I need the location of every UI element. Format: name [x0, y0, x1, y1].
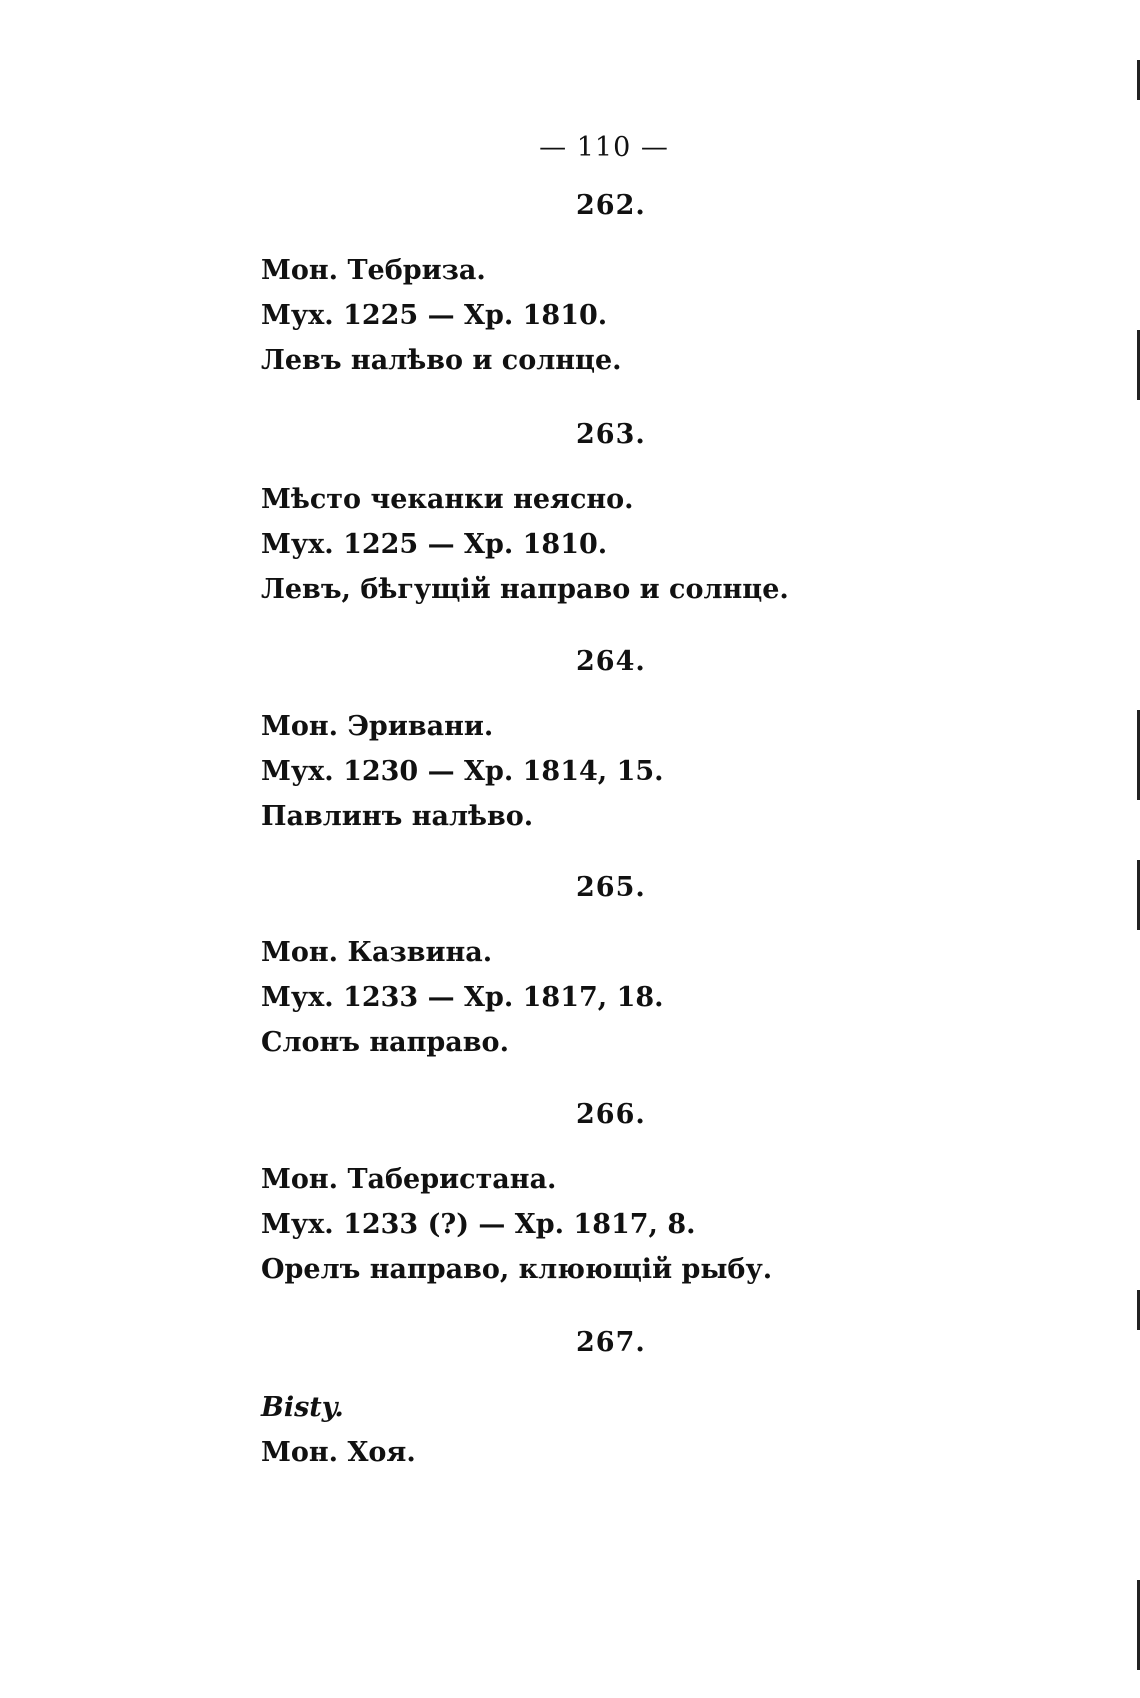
- entry-lines: [261, 1385, 416, 1475]
- entry-line: Мон. Хоя.: [261, 1437, 416, 1468]
- entry-line: Павлинъ налѣво.: [261, 801, 534, 832]
- entry-line: Bisty.: [261, 1392, 344, 1423]
- entry-line: Левъ налѣво и солнце.: [261, 345, 622, 376]
- page-number: — 110 —: [539, 132, 669, 163]
- entry-line: Мон. Казвина.: [261, 937, 493, 968]
- entry-line: Мон. Эривани.: [261, 711, 494, 742]
- entry-line: Мух. 1225 — Хр. 1810.: [261, 300, 608, 331]
- entry-line: Мух. 1233 — Хр. 1817, 18.: [261, 982, 664, 1013]
- entry-lines: [261, 1157, 772, 1292]
- entry-lines: [261, 704, 664, 839]
- entry-line: Мух. 1230 — Хр. 1814, 15.: [261, 756, 664, 787]
- entry-line: Мѣсто чеканки неясно.: [261, 484, 634, 515]
- entry-lines: [261, 930, 664, 1065]
- entry-line: Левъ, бѣгущій направо и солнце.: [261, 574, 789, 605]
- entry-line: Мон. Таберистана.: [261, 1164, 557, 1195]
- entry-line: Слонъ направо.: [261, 1027, 509, 1058]
- entry-number: 262.: [576, 190, 646, 221]
- entry-line: Мух. 1233 (?) — Хр. 1817, 8.: [261, 1209, 696, 1240]
- entry-number: 264.: [576, 646, 646, 677]
- entry-number: 265.: [576, 872, 646, 903]
- entry-line: Мон. Тебриза.: [261, 255, 486, 286]
- entry-line: Орелъ направо, клюющій рыбу.: [261, 1254, 773, 1285]
- entry-number: 263.: [576, 419, 646, 450]
- entry-number: 266.: [576, 1099, 646, 1130]
- entry-line: Мух. 1225 — Хр. 1810.: [261, 529, 608, 560]
- entry-lines: [261, 477, 789, 612]
- entry-number: 267.: [576, 1327, 646, 1358]
- entry-lines: [261, 248, 622, 383]
